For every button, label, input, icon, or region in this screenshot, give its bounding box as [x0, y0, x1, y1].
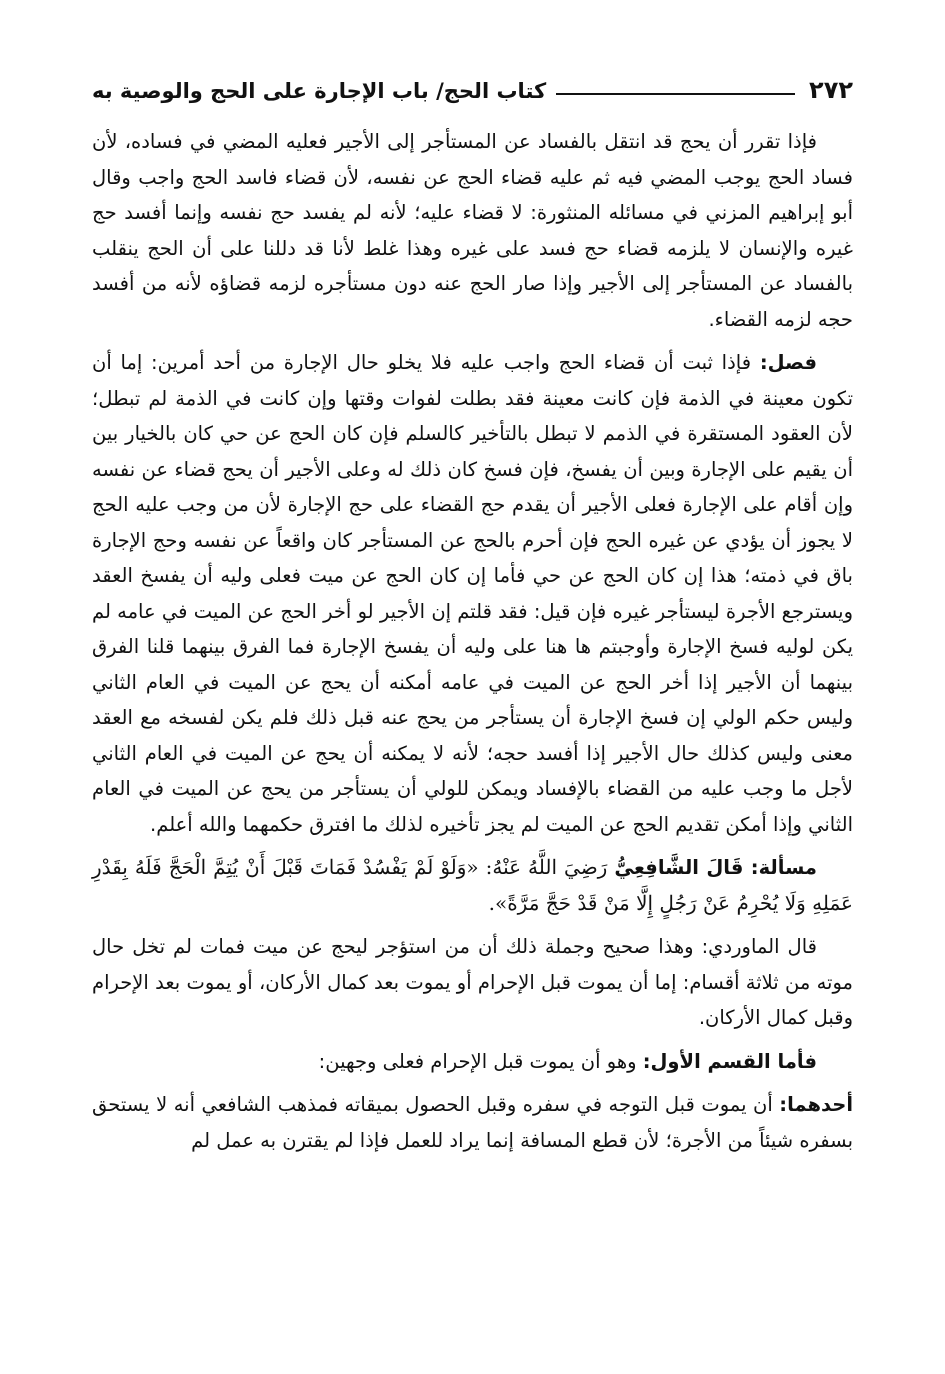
page-header	[92, 62, 853, 102]
page-number: ٢٧٢	[809, 76, 853, 104]
paragraph-4: قال الماوردي: وهذا صحيح وجملة ذلك أن من استؤجر ليحج عن ميت فمات لم تخل حال موته من ثلاثة أقسام: إما أن يموت قبل الإحرام أو يموت بعد كمال الأركان، أو يموت بعد الإحرام وقبل كمال الأركان.	[92, 935, 853, 1029]
paragraph-6-text: أن يموت قبل التوجه في سفره وقبل الحصول بميقاته فمذهب الشافعي أنه لا يستحق بسفره شيئاً من الأجرة؛ لأن قطع المسافة إنما يراد للعمل فإذا لم يقترن به عمل لم	[92, 1093, 853, 1152]
first-aspect-label: أحدهما:	[779, 1093, 853, 1116]
shafii-quote: رَضِيَ اللَّهُ عَنْهُ: «وَلَوْ لَمْ يَفْسُدْ فَمَاتَ قَبْلَ أَنْ يُتِمَّ الْحَجَّ فَلَهُ بِقَدْرِ عَمَلِهِ وَلَا يُحْرِمُ عَنْ رَجُلٍ إِلَّا مَنْ قَدْ حَجَّ مَرَّةً».	[92, 855, 853, 915]
paragraph-6	[92, 1087, 853, 1158]
header-rule	[556, 93, 795, 95]
paragraph-5-text: وهو أن يموت قبل الإحرام فعلى وجهين:	[318, 1049, 643, 1073]
paragraph-5	[92, 1044, 853, 1080]
masala-label: مسألة: قَالَ الشَّافِعِيُّ	[614, 856, 817, 879]
running-title: كتاب الحج/ باب الإجارة على الحج والوصية به	[92, 79, 547, 103]
paragraph-2-text: فإذا ثبت أن قضاء الحج واجب عليه فلا يخلو حال الإجارة من أحد أمرين: إما أن تكون معينة في الذمة فإن كانت معينة فقد بطلت لفوات وقتها وإن كانت في الذمة لم تبطل؛ لأن العقود المستقرة في الذمم لا تبطل بالتأخير كالسلم فإن كان الحج عن حي كان بالخيار بين أن يقيم على الإجارة وبين أن يفسخ، فإن فسخ كان ذلك له وعلى الأجير أن يحج قضاء عن نفسه وإن أقام على الإجارة فعلى الأجير أن يقدم حج القضاء على حج الإجارة لأن من وجب عليه الحج لا يجوز أن يؤدي عن غيره الحج فإن أحرم بالحج عن المستأجر كان واقعاً عن نفسه وحج الإجارة باق في ذمته؛ هذا إن كان الحج عن حي فأما إن كان الحج عن ميت فعلى وليه أن يفسخ العقد ويسترجع الأجرة ليستأجر غيره فإن قيل: فقد قلتم إن الأجير لو أخر الحج عن الميت في عامه لم يكن لوليه فسخ الإجارة وأوجبتم ها هنا على وليه أن يفسخ الإجارة فما الفرق بينهما قلنا الفرق بينهما أن الأجير إذا أخر الحج عن الميت في عامه أمكنه أن يحج عن الميت في العام الثاني وليس حكم الولي إن فسخ الإجارة أن يستأجر من يحج عنه قبل ذلك فلم يكن لفسخه مع العقد معنى وليس كذلك حال الأجير إذا أفسد حجه؛ لأنه لا يمكنه أن يحج عن الميت في العام الثاني لأجل ما وجب عليه من القضاء بالإفساد ويمكن للولي أن يستأجر من يحج عن الميت في العام الثاني وإذا أمكن تقديم الحج عن الميت لم يجز تأخيره لذلك ما افترق حكمهما والله أعلم.	[92, 351, 853, 836]
paragraph-2	[92, 345, 853, 842]
paragraph-3	[92, 850, 853, 921]
first-division-label: فأما القسم الأول:	[642, 1049, 817, 1073]
paragraph-1: فإذا تقرر أن يحج قد انتقل بالفساد عن المستأجر إلى الأجير فعليه المضي في فساده، لأن فساد الحج يوجب المضي فيه ثم عليه قضاء الحج عن نفسه، لأن قضاء فاسد الحج واجب وقال أبو إبراهيم المزني في مسائله المنثورة: لا قضاء عليه؛ لأنه لم يفسد حج نفسه وإنما أفسد حج غيره والإنسان لا يلزمه قضاء حج فسد على غيره وهذا غلط لأنا قد دللنا على أن الحج ينقلب بالفساد عن المستأجر إلى الأجير وإذا صار الحج عنه دون مستأجره لزمه قضاؤه لأنه من أفسد حجه لزمه القضاء.	[92, 130, 853, 331]
section-label-fasl: فصل:	[759, 351, 817, 374]
